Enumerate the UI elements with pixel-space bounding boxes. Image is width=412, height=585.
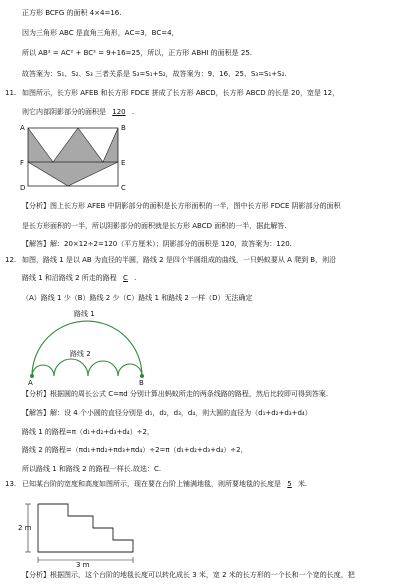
intro-line-1: 正方形 BCFG 的面积 4×4=16. [22,9,122,17]
q12-analysis-2: 【解答】解：设 4 个小圆的直径分别是 d₁，d₂，d₃，d₄，则大圆的直径为（d₁+d₂+d₃+d₄） [22,409,312,417]
q11-shaded-bottom [28,162,118,186]
q13-text [22,480,307,489]
q11-number: 11. [5,89,17,97]
q13-text-pre: 已知某台阶的宽度和高度如图所示，现在要在台阶上铺满地毯，则所要地毯的长度是 [22,480,281,488]
q11-rectangle-figure [18,124,128,190]
q12-label-route1: 路线 1 [74,310,95,318]
q11-text-2 [22,108,134,117]
q11-analysis-3: 【解答】解：20×12÷2=120（平方厘米）；阴影部分的面积是 120，故答案为：120. [22,240,292,248]
q11-label-F: F [20,159,25,167]
q11-label-E: E [121,159,126,167]
intro-line-3: 所以 AB² = AC² + BC² = 9+16=25，所以，正方形 ABHI 的面积是 25. [22,49,253,57]
intro-line-4: 故答案为：S₁、S₂、S₃ 三者关系是 S₃=S₁+S₂，故答案为：9、16、25、S₃=S₁+S₂. [22,70,287,78]
q11-text-2-pre: 则它内部阴影部分的面积是 [22,108,106,116]
q12-text-1: 如图，路线 1 是以 AB 为直径的半圆，路线 2 是四个半圆组成的曲线，一只蚂蚁要从 A 爬到 B，则沿 [22,256,337,264]
q11-text-2-post: . [131,108,135,116]
q13-staircase-figure [18,496,158,569]
q11-analysis-1: 【分析】图上长方形 AFEB 中阴影部分的面积是长方形面积的一半，图中长方形 FDCE 阴影部分的面积 [22,202,341,210]
q12-analysis-3: 路线 1 的路程=π（d₁+d₂+d₃+d₄）÷2， [22,428,154,436]
q11-analysis-2: 是长方形面积的一半，所以阴影部分的面积就是长方形 ABCD 面积的一半，据此解答. [22,222,287,230]
q11-label-D: D [20,184,26,192]
q13-label-width: 3 m [76,561,90,569]
q12-label-A: A [28,379,33,387]
q11-shaded-top [28,128,118,162]
q13-label-height: 2 m [18,524,32,532]
q12-text-2-post: . [134,274,137,282]
q12-label-B: B [139,379,144,387]
q13-number: 13. [5,480,17,488]
q12-text-2 [22,274,136,283]
q12-number: 12. [5,256,17,264]
q12-label-route2: 路线 2 [70,350,91,358]
q11-label-B: B [121,124,126,132]
q12-analysis-5: 所以路线 1 和路线 2 的路程一样长.故选：C. [22,465,162,473]
q12-answer: C [123,274,128,282]
q11-label-A: A [20,124,25,132]
q12-options: （A）路线 1 少（B）路线 2 少（C）路线 1 和路线 2 一样（D）无法确定 [22,294,253,302]
q12-text-2-pre: 路线 1 和沿路线 2 所走的路程 [22,274,117,282]
q13-answer: 5 [287,480,292,488]
q12-semicircle-figure [22,306,162,386]
q11-answer: 120 [112,108,126,116]
q12-analysis-1: 【分析】根据圆的周长公式 C=πd 分别计算出蚂蚁所走的两条线路的路程，然后比较即可得到答案. [22,390,329,398]
q11-text-1: 如图所示，长方形 AFEB 和长方形 FDCE 拼成了长方形 ABCD，长方形 ABCD 的长是 20，宽是 12， [22,89,340,97]
intro-line-2: 因为三角形 ABC 是直角三角形，AC=3，BC=4， [22,29,179,37]
q11-label-C: C [121,184,126,192]
q12-analysis-4: 路线 2 的路程=（πd₁+πd₂+πd₃+πd₄）÷2=π（d₁+d₂+d₃+d₄）÷2， [22,446,248,454]
q13-analysis-1: 【分析】根据图示，这个台阶的地毯长度可以转化成长 3 米，宽 2 米的长方形的一个长和一个宽的长度，把 [22,571,355,579]
q13-text-post: 米. [297,480,308,488]
